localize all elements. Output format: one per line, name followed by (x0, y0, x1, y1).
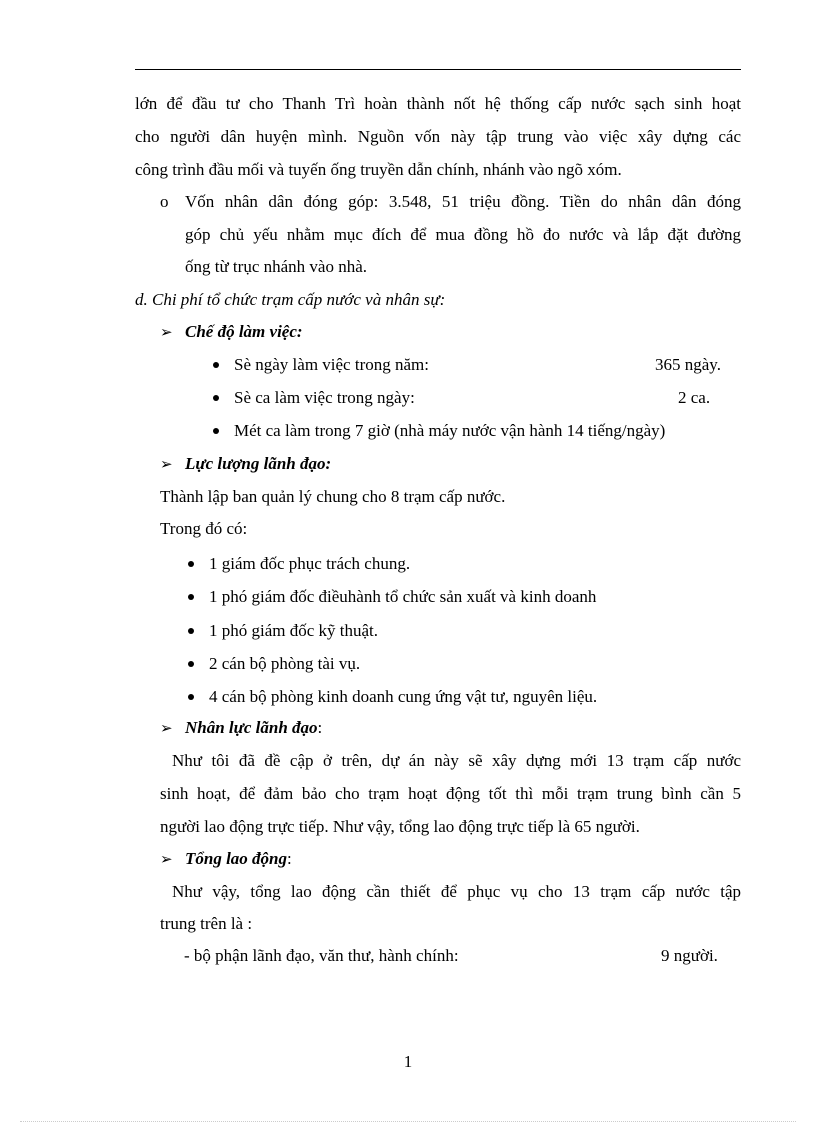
luc-luong-item: 4 cán bộ phòng kinh doanh cung ứng vật tư, nguyên liệu. (209, 687, 598, 706)
heading-nhan-luc-text: Nhân lực lãnh đạo (185, 718, 318, 737)
bullet-icon (213, 395, 219, 401)
luc-luong-item: 1 giám đốc phục trách chung. (209, 554, 411, 573)
trong-do-co: Trong đó có: (160, 519, 248, 538)
tong-item-label: - bộ phận lãnh đạo, văn thư, hành chính: (184, 946, 459, 965)
tong-line: Như vậy, tổng lao động cần thiết để phục vụ cho 13 trạm cấp nước tập (172, 882, 741, 901)
bullet-icon (188, 594, 194, 600)
heading-luc-luong: Lực lượng lãnh đạo: (185, 454, 332, 473)
bullet-icon (213, 428, 219, 434)
paragraph-line: cho người dân huyện mình. Nguồn vốn này tập trung vào việc xây dựng các (135, 127, 741, 146)
che-do-label: Sè ca làm việc trong ngày: (234, 388, 415, 407)
luc-luong-item: 1 phó giám đốc kỹ thuật. (209, 621, 379, 640)
arrow-bullet-icon: ➢ (160, 719, 173, 737)
heading-che-do: Chế độ làm việc: (185, 322, 303, 341)
list-item-line: góp chủ yếu nhằm mục đích để mua đồng hồ đo nước và lắp đặt đường (185, 225, 741, 244)
arrow-bullet-icon: ➢ (160, 455, 173, 473)
bullet-icon (213, 362, 219, 368)
luc-luong-item: 1 phó giám đốc điềuhành tổ chức sản xuất và kinh doanh (209, 587, 597, 606)
bullet-icon (188, 661, 194, 667)
luc-luong-intro: Thành lập ban quản lý chung cho 8 trạm cấp nước. (160, 487, 506, 506)
arrow-bullet-icon: ➢ (160, 323, 173, 341)
tong-line: trung trên là : (160, 914, 253, 933)
che-do-label: Sè ngày làm việc trong năm: (234, 355, 429, 374)
bullet-icon (188, 628, 194, 634)
che-do-value: 2 ca. (678, 388, 711, 407)
nhan-luc-line: Như tôi đã đề cập ở trên, dự án này sẽ xây dựng mới 13 trạm cấp nước (172, 751, 741, 770)
heading-tong-text: Tổng lao động (185, 849, 288, 868)
luc-luong-item: 2 cán bộ phòng tài vụ. (209, 654, 361, 673)
heading-nhan-luc (185, 718, 322, 738)
list-item-line: Vốn nhân dân đóng góp: 3.548, 51 triệu đồng. Tiền do nhân dân đóng (185, 192, 741, 211)
heading-tong (185, 849, 292, 869)
page-edge (20, 1121, 796, 1122)
bullet-icon (188, 694, 194, 700)
paragraph-line: lớn để đầu tư cho Thanh Trì hoàn thành nốt hệ thống cấp nước sạch sinh hoạt (135, 94, 741, 113)
nhan-luc-line: sinh hoạt, để đảm bảo cho trạm hoạt động tốt thì mỗi trạm trung bình cần 5 (160, 784, 741, 803)
arrow-bullet-icon: ➢ (160, 850, 173, 868)
section-d-title: d. Chi phí tổ chức trạm cấp nước và nhân sự: (135, 290, 446, 309)
heading-tong-colon: : (287, 849, 292, 868)
heading-nhan-luc-colon: : (317, 718, 323, 737)
nhan-luc-line: người lao động trực tiếp. Như vậy, tổng lao động trực tiếp là 65 người. (160, 817, 640, 836)
page-number: 1 (403, 1052, 413, 1071)
che-do-label: Mét ca làm trong 7 giờ (nhà máy nước vận hành 14 tiếng/ngày) (234, 421, 666, 440)
bullet-icon (188, 561, 194, 567)
che-do-value: 365 ngày. (655, 355, 721, 374)
paragraph-line: công trình đầu mối và tuyến ống truyền dẫn chính, nhánh vào ngõ xóm. (135, 160, 622, 179)
list-marker-o: o (160, 192, 169, 211)
header-rule (135, 69, 741, 70)
list-item-line: ống từ trục nhánh vào nhà. (185, 257, 368, 276)
tong-item-value: 9 người. (661, 946, 718, 965)
